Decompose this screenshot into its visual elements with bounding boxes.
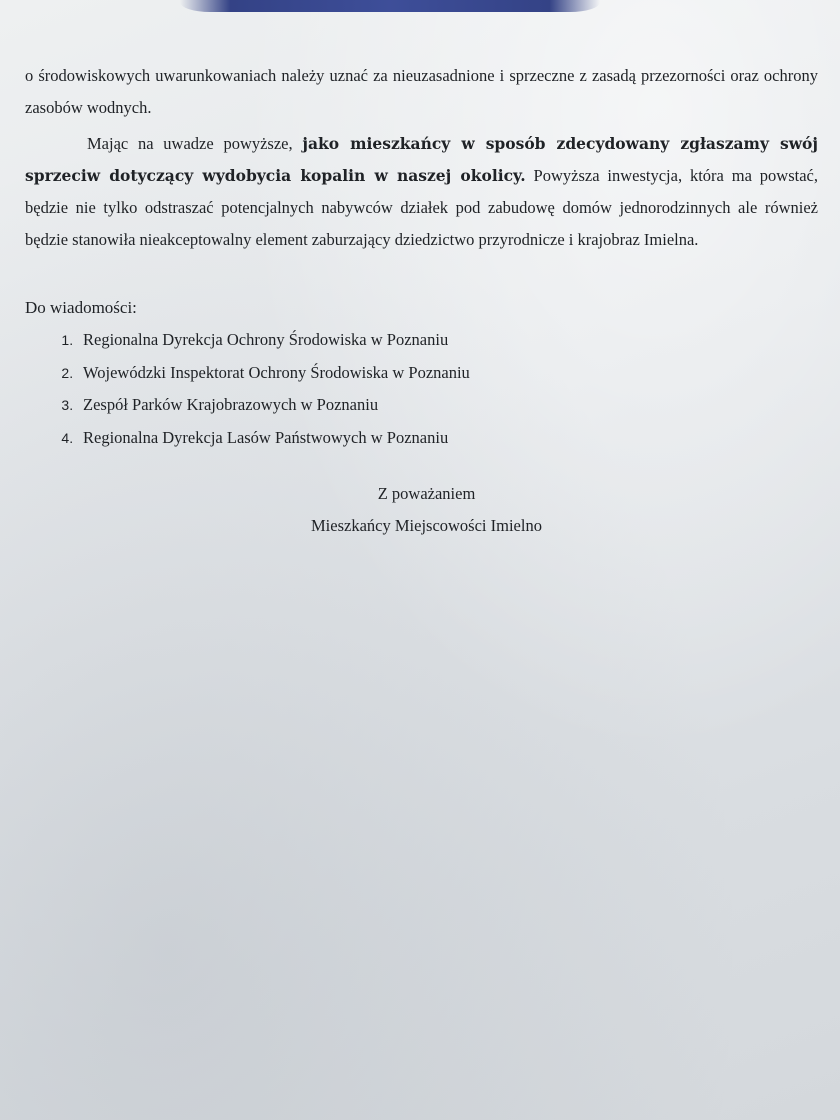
letter-body	[25, 60, 818, 542]
signature-block	[25, 478, 818, 542]
cc-heading: Do wiadomości:	[25, 298, 137, 317]
cc-item: 2. Wojewódzki Inspektorat Ochrony Środowiska w Poznaniu	[77, 357, 818, 390]
closing-phrase: Z poważaniem	[377, 484, 476, 503]
folder-edge	[180, 0, 600, 12]
objection-statement: jako mieszkańcy w sposób zdecydowany zgłaszamy swój sprzeciw dotyczący wydobycia kopalin w naszej okolicy.	[25, 134, 818, 185]
paragraph-2-rest: Powyższa inwestycja, która ma powstać, będzie nie tylko odstraszać potencjalnych nabywców działek pod zabudowę domów jednorodzinnych ale również będzie stanowiła nieakceptowalny element zaburzający dziedzictwo przyrodnicze i krajobraz Imielna.	[25, 166, 818, 249]
paragraph-2	[25, 128, 818, 256]
paragraph-2-intro: Mając na uwadze powyższe,	[87, 134, 303, 153]
cc-item: 1. Regionalna Dyrekcja Ochrony Środowiska w Poznaniu	[77, 324, 818, 357]
cc-list	[25, 324, 818, 454]
cc-item: 4. Regionalna Dyrekcja Lasów Państwowych w Poznaniu	[77, 422, 818, 455]
signer-name: Mieszkańcy Miejscowości Imielno	[311, 516, 542, 535]
paragraph-1: o środowiskowych uwarunkowaniach należy uznać za nieuzasadnione i sprzeczne z zasadą przezorności oraz ochrony zasobów wodnych.	[25, 66, 818, 117]
cc-item: 3. Zespół Parków Krajobrazowych w Poznaniu	[77, 389, 818, 422]
